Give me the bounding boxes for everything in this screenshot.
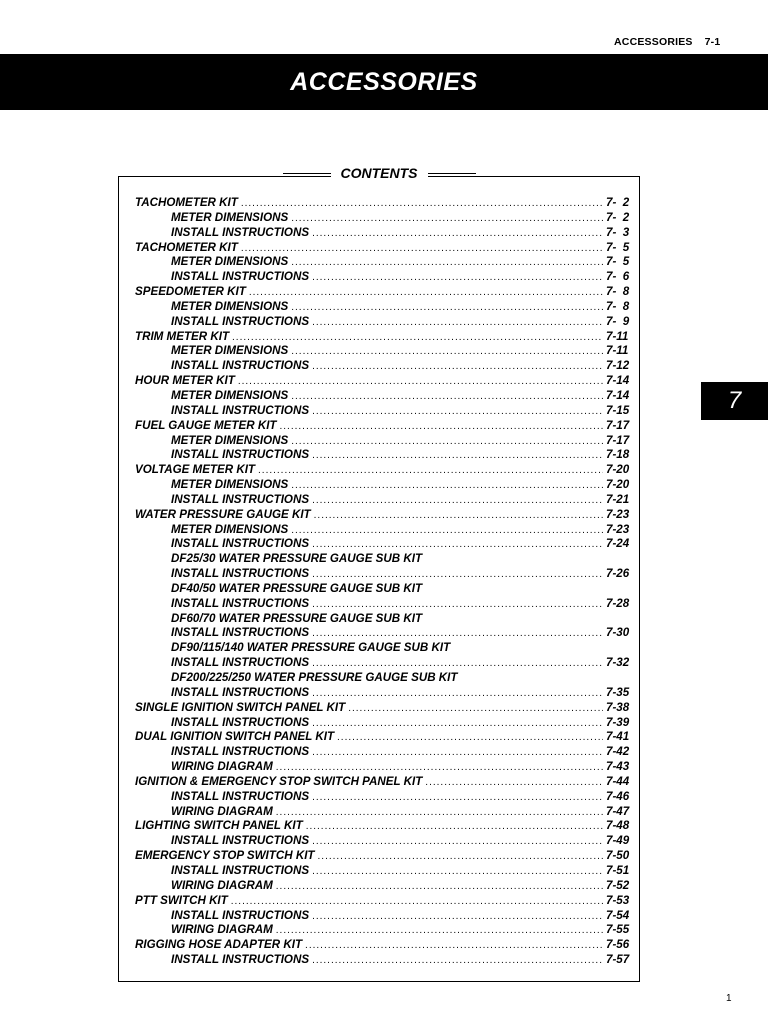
contents-heading-row <box>119 165 639 181</box>
toc-leader-dots <box>305 939 603 954</box>
toc-entry[interactable] <box>135 523 636 538</box>
toc-entry-page: 7-54 <box>606 908 630 922</box>
toc-leader-dots <box>312 627 603 642</box>
page-number: 1 <box>726 993 732 1004</box>
toc-entry[interactable] <box>135 894 636 909</box>
toc-entry[interactable] <box>135 760 636 775</box>
toc-entry-label: METER DIMENSIONS <box>171 344 289 358</box>
toc-leader-dots <box>312 657 603 672</box>
toc-leader-dots <box>276 880 603 895</box>
toc-entry-page: 7- 9 <box>606 314 630 328</box>
toc-leader-dots <box>291 435 603 450</box>
toc-entry[interactable] <box>135 315 636 330</box>
toc-entry[interactable] <box>135 671 636 686</box>
toc-entry-page: 7- 5 <box>606 240 630 254</box>
toc-entry-page: 7-20 <box>606 463 630 477</box>
toc-leader-dots <box>312 717 603 732</box>
toc-entry-label: INSTALL INSTRUCTIONS <box>171 834 310 848</box>
toc-entry[interactable] <box>135 819 636 834</box>
toc-leader-dots <box>312 405 603 420</box>
toc-leader-dots <box>249 286 603 301</box>
toc-entry[interactable] <box>135 626 636 641</box>
toc-entry-page: 7-14 <box>606 374 630 388</box>
toc-leader-dots <box>232 331 603 346</box>
toc-entry-page: 7-39 <box>606 715 630 729</box>
running-header <box>614 36 720 48</box>
toc-entry-page: 7-23 <box>606 507 630 521</box>
toc-entry-label: INSTALL INSTRUCTIONS <box>171 685 310 699</box>
toc-entry-page: 7-46 <box>606 789 630 803</box>
toc-entry-label: VOLTAGE METER KIT <box>135 463 256 477</box>
title-banner <box>0 54 768 110</box>
toc-leader-dots <box>312 791 603 806</box>
toc-entry-label: FUEL GAUGE METER KIT <box>135 418 277 432</box>
toc-entry-label: PTT SWITCH KIT <box>135 893 228 907</box>
toc-leader-dots <box>425 776 603 791</box>
contents-box <box>118 165 640 982</box>
toc-entry-page: 7-28 <box>606 596 630 610</box>
toc-entry[interactable] <box>135 582 636 597</box>
toc-entry-page: 7-11 <box>606 344 629 358</box>
toc-entry-label: INSTALL INSTRUCTIONS <box>171 626 310 640</box>
toc-leader-dots <box>314 509 603 524</box>
toc-entry-page: 7-41 <box>606 730 630 744</box>
toc-entry-label: TACHOMETER KIT <box>135 196 238 209</box>
toc-entry-page: 7- 3 <box>606 225 630 239</box>
toc-entry[interactable] <box>135 656 636 671</box>
toc-entry-label: INSTALL INSTRUCTIONS <box>171 492 310 506</box>
toc-entry[interactable] <box>135 612 636 627</box>
toc-entry[interactable] <box>135 730 636 745</box>
toc-entry-label: INSTALL INSTRUCTIONS <box>171 745 310 759</box>
toc-entry-label: INSTALL INSTRUCTIONS <box>171 908 310 922</box>
toc-entry-page: 7-50 <box>606 849 630 863</box>
toc-entry[interactable] <box>135 909 636 924</box>
toc-entry[interactable] <box>135 211 636 226</box>
toc-leader-dots <box>312 568 603 583</box>
toc-entry-page: 7-24 <box>606 537 630 551</box>
toc-entry[interactable] <box>135 879 636 894</box>
toc-entry-page: 7-18 <box>606 448 630 462</box>
toc-entry-label: EMERGENCY STOP SWITCH KIT <box>135 849 315 863</box>
toc-entry[interactable] <box>135 701 636 716</box>
toc-entry-page: 7- 5 <box>606 255 630 269</box>
toc-entry-label: WIRING DIAGRAM <box>171 923 273 937</box>
toc-entry[interactable] <box>135 597 636 612</box>
toc-list <box>135 196 636 968</box>
toc-entry[interactable] <box>135 270 636 285</box>
toc-entry-page: 7-15 <box>606 403 630 417</box>
toc-leader-dots <box>312 449 603 464</box>
toc-entry[interactable] <box>135 196 636 211</box>
toc-entry[interactable] <box>135 493 636 508</box>
toc-entry-label: INSTALL INSTRUCTIONS <box>171 270 310 284</box>
toc-entry[interactable] <box>135 686 636 701</box>
toc-entry-label: WATER PRESSURE GAUGE KIT <box>135 507 311 521</box>
toc-entry[interactable] <box>135 567 636 582</box>
toc-entry[interactable] <box>135 463 636 478</box>
toc-entry-label: INSTALL INSTRUCTIONS <box>171 656 310 670</box>
toc-entry-label: INSTALL INSTRUCTIONS <box>171 715 310 729</box>
toc-entry[interactable] <box>135 285 636 300</box>
toc-entry-page: 7-26 <box>606 567 630 581</box>
toc-leader-dots <box>258 464 603 479</box>
toc-entry-page: 7-52 <box>606 878 630 892</box>
toc-entry-label: TACHOMETER KIT <box>135 240 238 254</box>
toc-leader-dots <box>312 494 603 509</box>
toc-leader-dots <box>291 256 603 271</box>
toc-entry[interactable] <box>135 389 636 404</box>
toc-entry-page: 7-56 <box>606 938 630 952</box>
toc-leader-dots <box>312 687 603 702</box>
contents-heading: CONTENTS <box>331 165 428 181</box>
toc-entry[interactable] <box>135 849 636 864</box>
toc-leader-dots <box>312 954 603 969</box>
toc-leader-dots <box>238 375 603 390</box>
toc-entry[interactable] <box>135 344 636 359</box>
toc-entry-page: 7-42 <box>606 745 630 759</box>
toc-entry[interactable] <box>135 775 636 790</box>
toc-entry[interactable] <box>135 448 636 463</box>
toc-entry[interactable] <box>135 864 636 879</box>
toc-entry-page: 7- 2 <box>606 210 630 224</box>
toc-leader-dots <box>291 479 603 494</box>
toc-leader-dots <box>231 895 603 910</box>
toc-entry-label: DF40/50 WATER PRESSURE GAUGE SUB KIT <box>171 581 423 595</box>
toc-entry-label: INSTALL INSTRUCTIONS <box>171 596 310 610</box>
toc-entry-label: RIGGING HOSE ADAPTER KIT <box>135 938 303 952</box>
toc-leader-dots <box>312 227 603 242</box>
toc-entry-page: 7- 6 <box>606 270 630 284</box>
chapter-tab <box>701 382 768 420</box>
toc-entry-label: LIGHTING SWITCH PANEL KIT <box>135 819 303 833</box>
toc-entry-label: WIRING DIAGRAM <box>171 878 273 892</box>
toc-entry-label: INSTALL INSTRUCTIONS <box>171 953 310 967</box>
toc-leader-dots <box>276 761 603 776</box>
toc-entry-label: DF60/70 WATER PRESSURE GAUGE SUB KIT <box>171 611 423 625</box>
toc-leader-dots <box>291 212 603 227</box>
toc-entry-label: INSTALL INSTRUCTIONS <box>171 789 310 803</box>
running-header-page: 7-1 <box>704 36 721 48</box>
toc-entry[interactable] <box>135 552 636 567</box>
toc-leader-dots <box>348 702 603 717</box>
toc-leader-dots <box>241 197 603 212</box>
toc-leader-dots <box>306 820 603 835</box>
toc-entry-page: 7-32 <box>606 656 630 670</box>
toc-entry-page: 7-30 <box>606 626 630 640</box>
toc-entry-label: TRIM METER KIT <box>135 329 230 343</box>
toc-entry-page: 7-51 <box>606 863 630 877</box>
toc-entry-label: INSTALL INSTRUCTIONS <box>171 403 310 417</box>
toc-leader-dots <box>312 316 603 331</box>
toc-entry-page: 7- 8 <box>606 299 630 313</box>
toc-entry[interactable] <box>135 330 636 345</box>
toc-entry[interactable] <box>135 641 636 656</box>
toc-entry-page: 7-17 <box>606 418 630 432</box>
toc-entry-page: 7-49 <box>606 834 630 848</box>
toc-entry-page: 7-14 <box>606 388 630 402</box>
toc-entry-label: DUAL IGNITION SWITCH PANEL KIT <box>135 730 335 744</box>
toc-entry-page: 7-12 <box>606 359 630 373</box>
toc-entry[interactable] <box>135 953 636 968</box>
toc-entry[interactable] <box>135 938 636 953</box>
toc-entry[interactable] <box>135 419 636 434</box>
toc-entry-page: 7-21 <box>606 492 630 506</box>
toc-leader-dots <box>291 345 603 360</box>
toc-entry-page: 7- 8 <box>606 285 630 299</box>
toc-entry[interactable] <box>135 537 636 552</box>
toc-entry-page: 7-53 <box>606 893 630 907</box>
toc-entry[interactable] <box>135 300 636 315</box>
running-header-section: ACCESSORIES <box>614 36 693 48</box>
toc-entry-label: INSTALL INSTRUCTIONS <box>171 537 310 551</box>
toc-entry-page: 7-57 <box>606 953 630 967</box>
toc-leader-dots <box>318 850 603 865</box>
toc-entry-label: INSTALL INSTRUCTIONS <box>171 314 310 328</box>
toc-leader-dots <box>276 924 603 939</box>
toc-entry-label: INSTALL INSTRUCTIONS <box>171 863 310 877</box>
toc-entry[interactable] <box>135 241 636 256</box>
heading-rule-right <box>428 173 476 174</box>
toc-entry-label: METER DIMENSIONS <box>171 210 289 224</box>
toc-leader-dots <box>312 865 603 880</box>
toc-entry-label: METER DIMENSIONS <box>171 255 289 269</box>
toc-entry[interactable] <box>135 716 636 731</box>
toc-leader-dots <box>241 242 603 257</box>
toc-entry-label: METER DIMENSIONS <box>171 299 289 313</box>
toc-entry-page: 7-47 <box>606 804 630 818</box>
toc-leader-dots <box>337 731 603 746</box>
page-title: ACCESSORIES <box>290 67 478 96</box>
toc-leader-dots <box>280 420 604 435</box>
toc-entry-page: 7-55 <box>606 923 630 937</box>
toc-entry[interactable] <box>135 359 636 374</box>
toc-leader-dots <box>291 390 603 405</box>
toc-entry-page: 7- 2 <box>606 196 630 209</box>
toc-leader-dots <box>291 524 603 539</box>
toc-entry[interactable] <box>135 805 636 820</box>
toc-entry-label: INSTALL INSTRUCTIONS <box>171 567 310 581</box>
toc-leader-dots <box>276 806 603 821</box>
toc-entry-label: HOUR METER KIT <box>135 374 235 388</box>
toc-leader-dots <box>312 360 603 375</box>
toc-entry-page: 7-11 <box>606 329 629 343</box>
toc-entry-label: METER DIMENSIONS <box>171 433 289 447</box>
toc-entry[interactable] <box>135 226 636 241</box>
toc-entry-page: 7-48 <box>606 819 630 833</box>
chapter-tab-number: 7 <box>727 387 742 414</box>
toc-leader-dots <box>291 301 603 316</box>
toc-entry[interactable] <box>135 923 636 938</box>
toc-entry-label: SINGLE IGNITION SWITCH PANEL KIT <box>135 700 346 714</box>
toc-entry-page: 7-44 <box>606 774 630 788</box>
toc-entry[interactable] <box>135 834 636 849</box>
toc-leader-dots <box>312 598 603 613</box>
toc-entry[interactable] <box>135 790 636 805</box>
toc-leader-dots <box>312 538 603 553</box>
toc-entry-label: INSTALL INSTRUCTIONS <box>171 225 310 239</box>
toc-entry-label: INSTALL INSTRUCTIONS <box>171 448 310 462</box>
toc-entry-label: WIRING DIAGRAM <box>171 804 273 818</box>
toc-entry-label: METER DIMENSIONS <box>171 522 289 536</box>
toc-entry-page: 7-35 <box>606 685 630 699</box>
toc-entry-label: INSTALL INSTRUCTIONS <box>171 359 310 373</box>
toc-entry-label: METER DIMENSIONS <box>171 478 289 492</box>
toc-entry-label: METER DIMENSIONS <box>171 388 289 402</box>
toc-entry-label: DF200/225/250 WATER PRESSURE GAUGE SUB KIT <box>171 671 458 684</box>
toc-leader-dots <box>312 746 603 761</box>
toc-entry[interactable] <box>135 508 636 523</box>
toc-entry-label: IGNITION & EMERGENCY STOP SWITCH PANEL KIT <box>135 774 423 788</box>
toc-leader-dots <box>312 910 603 925</box>
toc-entry[interactable] <box>135 404 636 419</box>
toc-entry-page: 7-20 <box>606 478 630 492</box>
toc-entry-label: DF90/115/140 WATER PRESSURE GAUGE SUB KIT <box>171 641 451 655</box>
toc-entry-label: WIRING DIAGRAM <box>171 760 273 774</box>
toc-entry-label: SPEEDOMETER KIT <box>135 285 246 299</box>
toc-entry[interactable] <box>135 434 636 449</box>
toc-entry[interactable] <box>135 255 636 270</box>
toc-entry-page: 7-38 <box>606 700 630 714</box>
heading-rule-left <box>283 173 331 174</box>
toc-entry[interactable] <box>135 745 636 760</box>
toc-entry-page: 7-23 <box>606 522 630 536</box>
toc-entry-page: 7-43 <box>606 760 630 774</box>
toc-leader-dots <box>312 271 603 286</box>
toc-entry[interactable] <box>135 478 636 493</box>
toc-entry-label: DF25/30 WATER PRESSURE GAUGE SUB KIT <box>171 552 423 566</box>
toc-leader-dots <box>312 835 603 850</box>
toc-entry[interactable] <box>135 374 636 389</box>
toc-entry-page: 7-17 <box>606 433 630 447</box>
